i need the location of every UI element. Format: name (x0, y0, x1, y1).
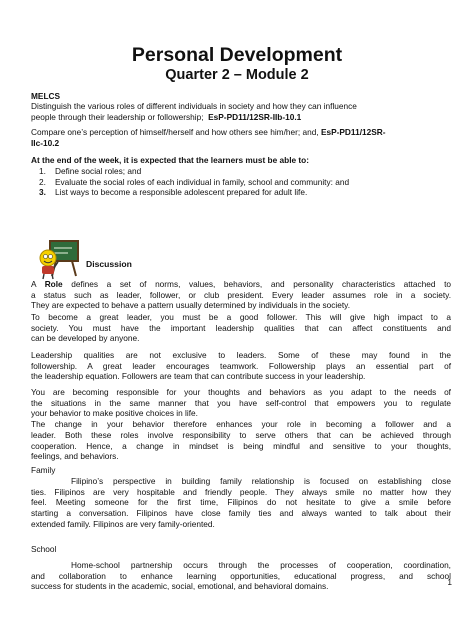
paragraph-family (31, 476, 451, 530)
paragraph-line: Home-school partnership occurs through the processes of cooperation, coordination, (71, 560, 451, 570)
paragraph-line: Filipino’s perspective in building family relationship is focused on establishing close (71, 476, 451, 486)
paragraph-line: cooperation. Hence, a change in mindset is being mindful and sensitive to your thoughts, (31, 440, 451, 451)
paragraph-line: the situations in the same manner that you have self-control that empowers you to regulate (31, 397, 451, 408)
family-heading: Family (31, 465, 56, 475)
paragraph-line: society. You must have the important leadership qualities that can affect constituents and (31, 322, 451, 333)
paragraph-line: feel. Meeting someone for the first time, Filipinos do not hesitate to give a smile before (31, 497, 451, 508)
paragraph-responsibility (31, 387, 451, 462)
objective-item (31, 187, 451, 198)
paragraph-line: followership. A great leader encourages teamwork. Followership plays an essential part of (31, 360, 451, 371)
school-heading: School (31, 544, 57, 554)
melcs-text: people through their leadership or followership; (31, 112, 204, 122)
paragraph-great-leader (31, 312, 451, 344)
paragraph-line: To become a great leader, you must be a good follower. This will give high impact to a (31, 312, 451, 322)
paragraph-line: The change in your behavior therefore enhances your role in becoming a follower and a (31, 419, 451, 430)
paragraph-line: They are expected to behave a pattern usually determined by individuals in the society. (31, 300, 351, 311)
page-title: Personal Development (131, 44, 343, 66)
objective-item (31, 166, 451, 177)
paragraph-line: You are becoming responsible for your thoughts and behaviors as you adapt to the needs of (31, 387, 451, 397)
objective-text: Define social roles; and (55, 166, 142, 176)
objective-item (31, 177, 451, 188)
paragraph-line: starting a conversation. Filipinos have close family ties and always wanted to talk about their (31, 508, 451, 519)
melcs-line: Distinguish the various roles of different individuals in society and how they can influence (31, 101, 357, 111)
teacher-with-chalkboard-icon (36, 240, 80, 280)
paragraph-role (31, 279, 451, 311)
objective-number: 3. (39, 187, 46, 198)
melcs-line (31, 127, 451, 138)
objective-text: Evaluate the social roles of each individual in family, school and community: and (55, 176, 350, 187)
objectives-list (31, 166, 451, 198)
paragraph-school (31, 560, 451, 592)
melcs-code: EsP-PD11/12SR- (320, 127, 386, 137)
page-number: 1 (447, 577, 452, 587)
paragraph-line: Leadership qualities are not exclusive to leaders. Some of these may found in the (31, 350, 451, 360)
melcs-text: Compare one’s perception of himself/herself and how others see him/her; and, (31, 127, 319, 137)
paragraph-line: and collaboration to enhance learning opportunities, educational progress, and school (31, 570, 451, 581)
paragraph-line: the leadership equation. Followers are team that can contribute success in your leadership. (31, 371, 366, 382)
page-subtitle: Quarter 2 – Module 2 (165, 67, 309, 83)
paragraph-leadership-qualities (31, 350, 451, 382)
objective-number: 2. (39, 176, 46, 187)
melcs-line (31, 112, 451, 123)
paragraph-line: feelings, and behaviors. (31, 451, 119, 462)
discussion-heading: Discussion (86, 259, 132, 269)
paragraph-line: your behavior to make positive choices in life. (31, 408, 198, 419)
melcs-heading: MELCS (31, 91, 61, 101)
melcs-code: EsP-PD11/12SR-IIb-10.1 (208, 112, 302, 122)
objective-text: List ways to become a responsible adolescent prepared for adult life. (55, 187, 308, 198)
paragraph-line: A Role defines a set of norms, values, behaviors, and personality characteristics attached to (31, 279, 451, 289)
paragraph-line: leader. Both these roles involve responsibility to serve others that can be achieved through (31, 429, 451, 440)
paragraph-line: ties. Filipinos are very hospitable and friendly people. They always smile no matter how they (31, 486, 451, 497)
objective-number: 1. (39, 166, 46, 176)
paragraph-line: success for students in the academic, social, emotional, and behavioral domains. (31, 581, 329, 592)
paragraph-line: can be developed by anyone. (31, 333, 140, 344)
objectives-intro: At the end of the week, it is expected that the learners must be able to: (31, 155, 310, 165)
paragraph-line: extended family. Filipinos are very family-oriented. (31, 518, 215, 529)
paragraph-line: a status such as leader, follower, or club president. Every leader assumes role in a society. (31, 289, 451, 300)
melcs-code: IIc-10.2 (31, 138, 60, 148)
term-role: Role (44, 279, 63, 289)
